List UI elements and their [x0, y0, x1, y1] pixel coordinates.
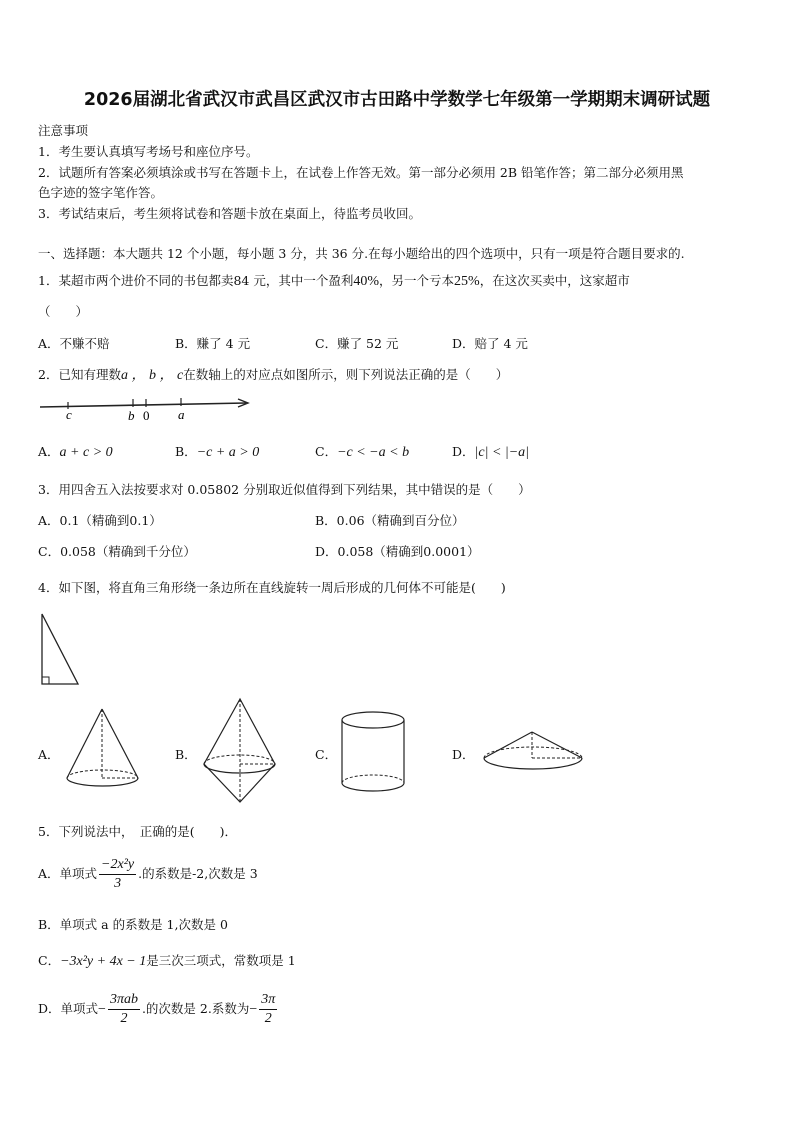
- q2-option-d-math: |c| < |−a|: [474, 445, 530, 460]
- q5-option-c: [38, 951, 296, 970]
- q5-d-numerator2: 3π: [259, 993, 277, 1010]
- double-cone-figure: [200, 697, 280, 805]
- page-title: 2026届湖北省武汉市武昌区武汉市古田路中学数学七年级第一学期期末调研试题: [83, 90, 711, 110]
- q5-c-suffix: 是三次三项式，常数项是 1: [146, 953, 296, 968]
- q5-d-minus2: −: [249, 1002, 258, 1017]
- q5-c-prefix: C．: [38, 953, 61, 968]
- q2-option-b-letter: B．: [175, 444, 197, 459]
- q5-stem: 5．下列说法中， 正确的是( )．: [38, 824, 237, 839]
- notice-item-2-cont: 色字迹的签字笔作答。: [38, 185, 164, 200]
- q5-c-math: −3x²y + 4x − 1: [60, 954, 147, 969]
- q2-option-d: [452, 442, 529, 461]
- q1-option-b: B．赚了 4 元: [175, 336, 251, 351]
- q3-option-d: D．0.058（精确到0.0001）: [315, 544, 480, 559]
- q4-option-b-label: B．: [175, 747, 197, 762]
- q3-option-b: B．0.06（精确到百分位）: [315, 513, 465, 528]
- q2-option-a-letter: A．: [38, 444, 60, 459]
- cylinder-figure: [340, 709, 410, 795]
- q2-option-b-math: −c + a > 0: [196, 445, 260, 460]
- notice-item-3: 3．考试结束后，考生须将试卷和答题卡放在桌面上，待监考员收回。: [38, 206, 421, 221]
- q1-option-d: D．赔了 4 元: [452, 336, 528, 351]
- q5-d-denominator2: 2: [264, 1011, 272, 1026]
- q1-pct1: 40%: [353, 274, 380, 289]
- notice-item-1: 1．考生要认真填写考场号和座位序号。: [38, 144, 259, 159]
- right-triangle-figure: [40, 612, 82, 688]
- section-heading: 一、选择题：本大题共 12 个小题，每小题 3 分，共 36 分.在每小题给出的四个选项中，只有一项是符合题目要求的.: [38, 246, 685, 261]
- q2-vars: a ， b ， c: [120, 368, 184, 383]
- label-0: 0: [143, 408, 150, 423]
- q4-option-a-label: A．: [38, 747, 60, 762]
- q1-stem-b: ，另一个亏本: [379, 273, 455, 288]
- q5-d-fraction2: [259, 993, 277, 1026]
- q5-d-prefix: D．单项式: [38, 1001, 99, 1016]
- q5-d-mid: .的次数是 2.系数为: [141, 1001, 250, 1016]
- triangle-outline: [42, 614, 78, 684]
- q2-stem-a: 2．已知有理数: [38, 367, 121, 382]
- q2-option-c: [315, 442, 409, 461]
- number-line-figure: [38, 393, 253, 423]
- q4-stem: 4．如下图，将直角三角形绕一条边所在直线旋转一周后形成的几何体不可能是( ): [38, 580, 506, 595]
- q4-option-d-label: D．: [452, 747, 475, 762]
- q2-option-c-letter: C．: [315, 444, 338, 459]
- label-c: c: [66, 407, 72, 422]
- q5-a-numerator: −2x²y: [99, 858, 136, 875]
- q5-d-numerator: 3πab: [108, 993, 140, 1010]
- q3-stem: 3．用四舍五入法按要求对 0.05802 分别取近似值得到下列结果，其中错误的是（ ）: [38, 482, 531, 497]
- q5-option-a: [38, 858, 258, 891]
- cone-figure: [64, 706, 144, 790]
- q1-pct2: 25%: [454, 274, 480, 289]
- q1-option-a: A．不赚不赔: [38, 336, 110, 351]
- q3-option-a: A．0.1（精确到0.1）: [38, 513, 162, 528]
- flat-cone-figure: [480, 728, 586, 774]
- q5-a-fraction: [99, 858, 136, 891]
- q5-a-denominator: 3: [114, 876, 122, 891]
- q1-stem: [38, 271, 630, 290]
- right-angle-mark: [42, 677, 49, 684]
- q1-paren: （ ）: [38, 304, 89, 319]
- q1-option-c: C．赚了 52 元: [315, 336, 399, 351]
- q5-option-d: [38, 993, 279, 1026]
- q5-d-minus: −: [98, 1002, 106, 1017]
- q2-stem-b: 在数轴上的对应点如图所示，则下列说法正确的是（ ）: [183, 367, 509, 382]
- q2-option-a: [38, 442, 113, 461]
- q5-d-fraction: [108, 993, 140, 1026]
- q4-option-c-label: C．: [315, 747, 338, 762]
- q1-stem-c: ，在这次买卖中，这家超市: [479, 273, 630, 288]
- q2-option-a-math: a + c > 0: [59, 445, 113, 460]
- q5-a-prefix: A．单项式: [38, 866, 98, 881]
- q3-option-c: C．0.058（精确到千分位）: [38, 544, 196, 559]
- q2-option-d-letter: D．: [452, 444, 475, 459]
- notice-item-2: 2．试题所有答案必须填涂或书写在答题卡上，在试卷上作答无效。第一部分必须用 2B 铅笔作答；第二部分必须用黑: [38, 165, 684, 180]
- q5-a-suffix: .的系数是-2,次数是 3: [138, 866, 258, 881]
- label-b: b: [128, 408, 135, 423]
- q1-stem-a: 1．某超市两个进价不同的书包都卖84 元，其中一个盈利: [38, 273, 354, 288]
- q5-d-denominator: 2: [120, 1011, 128, 1026]
- notice-heading: 注意事项: [38, 123, 89, 138]
- q2-option-b: [175, 442, 259, 461]
- q5-option-b: B．单项式 a 的系数是 1,次数是 0: [38, 917, 228, 932]
- q2-stem: [38, 364, 508, 384]
- q2-option-c-math: −c < −a < b: [337, 445, 410, 460]
- label-a: a: [178, 407, 185, 422]
